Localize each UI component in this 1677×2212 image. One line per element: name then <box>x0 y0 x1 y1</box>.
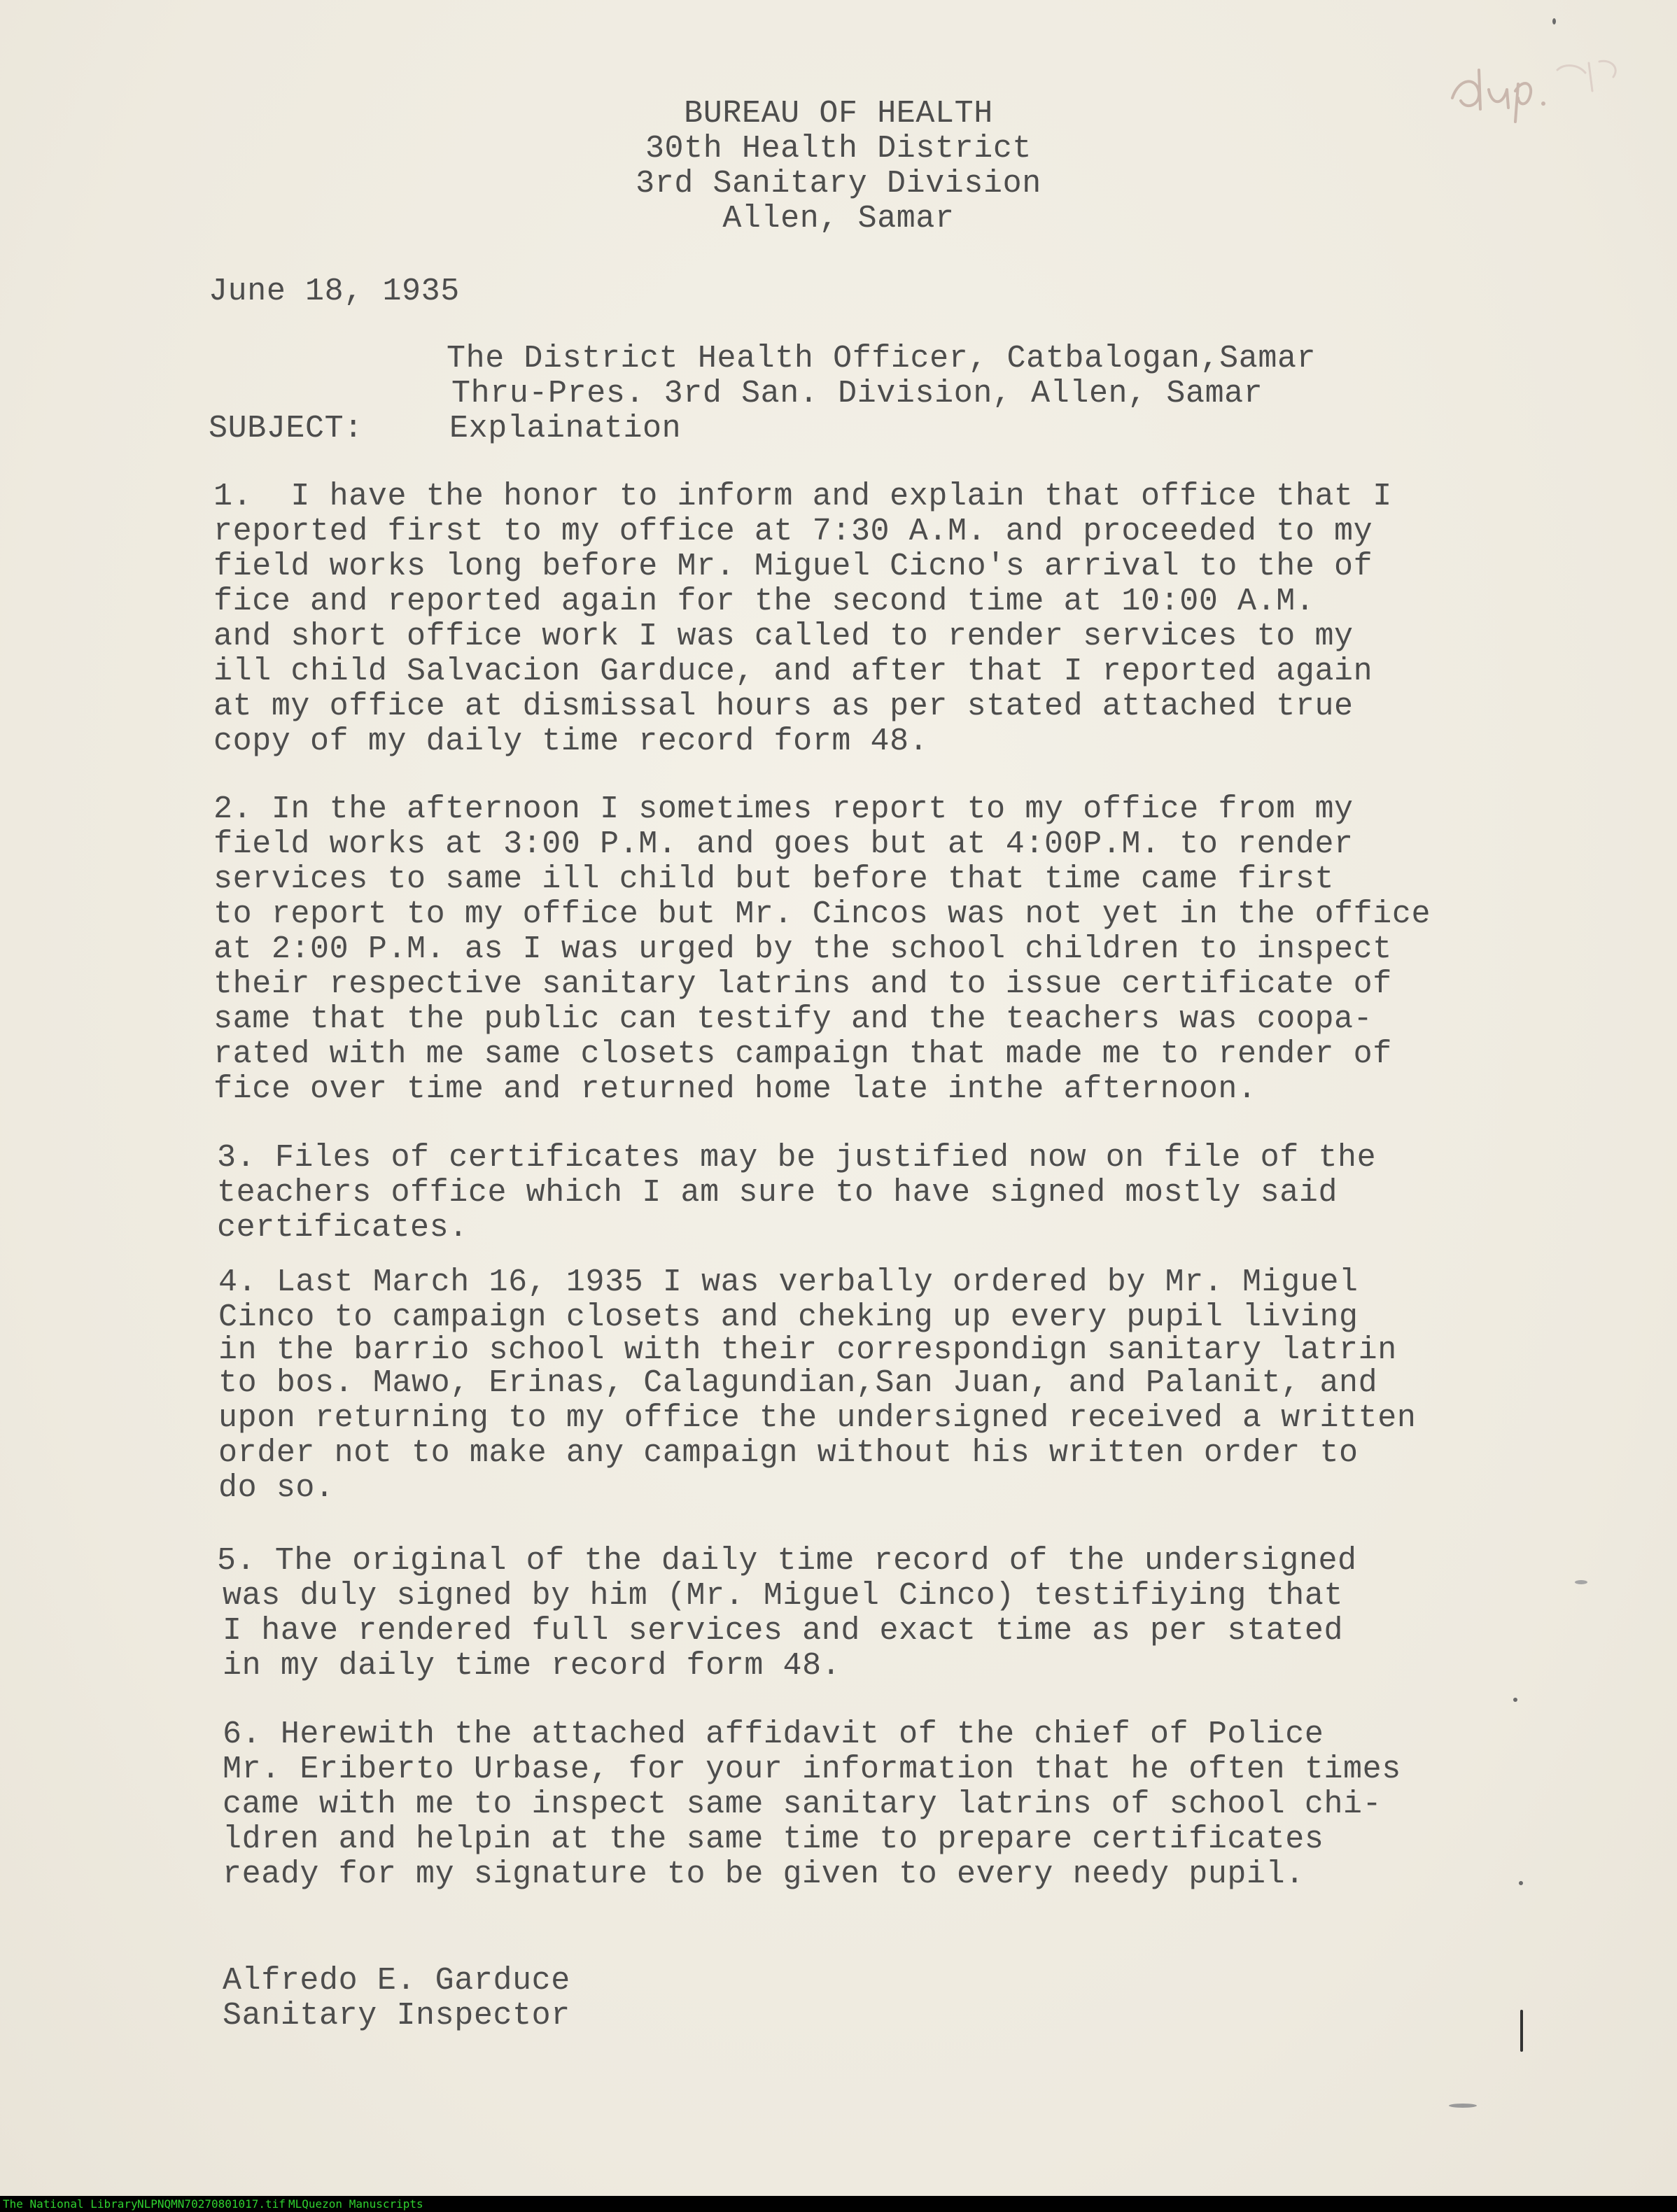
paragraph-line: I have rendered full services and exact time as per stated <box>223 1613 1344 1649</box>
paragraph-line: in the barrio school with their correspondign sanitary latrin <box>218 1332 1397 1368</box>
paragraph-line: 6. Herewith the attached affidavit of the chief of Police <box>223 1717 1324 1752</box>
footer-library: The National Library <box>3 2197 138 2211</box>
scan-speck <box>1513 1698 1517 1702</box>
letterhead-division: 3rd Sanitary Division <box>636 166 1041 202</box>
subject-label: SUBJECT: <box>209 411 363 446</box>
addressee: The District Health Officer, Catbalogan,Samar <box>447 341 1317 376</box>
scan-speck <box>1449 2104 1477 2108</box>
paragraph-line: to report to my office but Mr. Cincos was not yet in the office <box>213 896 1431 932</box>
paragraph-line: upon returning to my office the undersigned received a written <box>218 1400 1417 1436</box>
paragraph-line: their respective sanitary latrins and to issue certificate of <box>213 966 1392 1002</box>
letterhead-location: Allen, Samar <box>722 201 955 237</box>
paragraph-line: in my daily time record form 48. <box>223 1648 841 1684</box>
archive-footer <box>0 2196 1677 2212</box>
paragraph-line: 5. The original of the daily time record of the undersigned <box>217 1543 1357 1579</box>
scan-speck <box>1519 1881 1523 1885</box>
paragraph-line: ldren and helpin at the same time to prepare certificates <box>223 1822 1324 1857</box>
addressee-thru: Thru-Pres. 3rd San. Division, Allen, Samar <box>451 376 1263 411</box>
paragraph-line: 3. Files of certificates may be justified now on file of the <box>217 1140 1377 1176</box>
paragraph-line: services to same ill child but before that time came first <box>213 861 1335 897</box>
paragraph-line: to bos. Mawo, Erinas, Calagundian,San Juan, and Palanit, and <box>218 1365 1378 1401</box>
scan-speck <box>1552 18 1556 24</box>
paragraph-line: rated with me same closets campaign that made me to render of <box>213 1036 1392 1072</box>
scan-speck <box>1575 1580 1587 1584</box>
paragraph-line: ready for my signature to be given to every needy pupil. <box>223 1857 1305 1892</box>
paragraph-line: field works at 3:00 P.M. and goes but at 4:00P.M. to render <box>213 826 1354 862</box>
scan-mark <box>1520 2010 1523 2052</box>
paragraph-line: 1. I have the honor to inform and explain that office that I <box>213 479 1392 514</box>
paragraph-line: same that the public can testify and the teachers was coopa- <box>213 1001 1373 1037</box>
footer-file-id: NLPNQMN70270801017.tif <box>137 2197 286 2211</box>
subject-text: Explaination <box>449 411 682 446</box>
letterhead-bureau: BUREAU OF HEALTH <box>684 96 993 132</box>
letter-date: June 18, 1935 <box>209 274 460 309</box>
paragraph-line: fice over time and returned home late inthe afternoon. <box>213 1071 1257 1107</box>
paragraph-line: order not to make any campaign without his written order to <box>218 1435 1359 1471</box>
paragraph-line: field works long before Mr. Miguel Cicno's arrival to the of <box>213 549 1373 584</box>
paragraph-line: 2. In the afternoon I sometimes report to my office from my <box>213 791 1354 827</box>
paragraph-line: at 2:00 P.M. as I was urged by the school children to inspect <box>213 931 1392 967</box>
footer-collection: MLQuezon Manuscripts <box>288 2197 423 2211</box>
signatory-title: Sanitary Inspector <box>223 1998 570 2034</box>
paragraph-line: Mr. Eriberto Urbase, for your information that he often times <box>223 1752 1401 1787</box>
paragraph-line: ill child Salvacion Garduce, and after that I reported again <box>213 654 1373 689</box>
paragraph-line: was duly signed by him (Mr. Miguel Cinco) testifiying that <box>223 1578 1344 1614</box>
signatory-name: Alfredo E. Garduce <box>223 1963 570 1999</box>
paragraph-line: certificates. <box>217 1210 468 1246</box>
paragraph-line: Cinco to campaign closets and cheking up every pupil living <box>218 1299 1359 1335</box>
paragraph-line: do so. <box>218 1470 335 1506</box>
paragraph-line: fice and reported again for the second time at 10:00 A.M. <box>213 584 1315 619</box>
paragraph-line: and short office work I was called to render services to my <box>213 619 1354 654</box>
paragraph-line: copy of my daily time record form 48. <box>213 724 929 759</box>
letterhead-district: 30th Health District <box>645 131 1032 167</box>
paragraph-line: came with me to inspect same sanitary latrins of school chi- <box>223 1787 1382 1822</box>
paragraph-line: teachers office which I am sure to have signed mostly said <box>217 1175 1338 1211</box>
paragraph-line: 4. Last March 16, 1935 I was verbally ordered by Mr. Miguel <box>218 1264 1359 1300</box>
paragraph-line: reported first to my office at 7:30 A.M. and proceeded to my <box>213 514 1373 549</box>
paragraph-line: at my office at dismissal hours as per stated attached true <box>213 689 1354 724</box>
